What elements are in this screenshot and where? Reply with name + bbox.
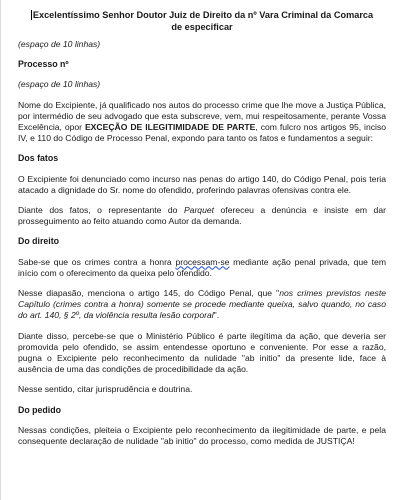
direito-p1-text-2: mediante ação penal privada, que tem início com o oferecimento da queixa pelo ofendido. [18, 256, 386, 278]
spacer-note-1: (espaço de 10 linhas) [18, 39, 101, 49]
processo-label: Processo nº [18, 59, 69, 70]
direito-paragraph-1 [18, 257, 386, 279]
fatos-heading: Dos fatos [18, 153, 59, 164]
direito-paragraph-2 [18, 288, 386, 322]
intro-text-2: , com fulcro nos artigos 95, inciso IV, e 110 do Código de Processo Penal, expondo para tanto os fatos e fundamentos a seguir: [18, 122, 387, 144]
title-line-1: Excelentíssimo Senhor Doutor Juiz de Direito da nº Vara Criminal da Comarca [32, 10, 374, 20]
pedido-heading: Do pedido [18, 404, 62, 415]
title-line-2: de especificar [171, 21, 233, 32]
direito-p2-text-1: Nesse diapasão, menciona o artigo 145, do Código Penal, que " [18, 288, 280, 299]
spellcheck-word[interactable]: processam-se [175, 256, 230, 267]
fatos-paragraph-1: O Excipiente foi denunciado como incurso nas penas do artigo 140, do Código Penal, pois teria atacado a dignidade do Sr. nome do ofendido, proferindo palavras ofensivas contra ele. [18, 173, 386, 195]
intro-text-1: Nome do Excipiente, já qualificado nos autos do processo crime que lhe move a Justiça Pública, por intermédio de seu advogado que esta subscreve, vem, mui respeitosamente, perante Vossa Excelência, opor [18, 99, 386, 133]
fatos-paragraph-2 [18, 205, 386, 227]
text-cursor [31, 10, 32, 20]
fatos-p2-text-2: ofereceu a denúncia e insiste em dar prosseguimento ao feito atuando como Autor da demanda. [18, 205, 386, 227]
direito-paragraph-3: Diante disso, percebe-se que o Ministério Público é parte ilegítima da ação, que deveria ser promovida pelo ofendido, se assim entendesse oportuno e conveniente. Por esse a razão, pugna o Excipiente pelo reconhecimento da nulidade "ab initio" da presente lide, face à ausência de uma das condições de procedibilidade da ação. [18, 330, 386, 375]
fatos-p2-text-1: Diante dos fatos, o representante do [18, 205, 184, 216]
direito-paragraph-4: Nesse sentido, citar jurisprudência e doutrina. [18, 384, 193, 395]
direito-p2-text-2: ". [213, 310, 220, 321]
intro-paragraph [18, 100, 386, 145]
direito-p1-text-1: Sabe-se que os crimes contra a honra [18, 256, 176, 267]
spacer-note-2: (espaço de 10 linhas) [18, 79, 101, 90]
fatos-p2-italic: Parquet [183, 205, 215, 216]
intro-bold-text: EXCEÇÃO DE ILEGITIMIDADE DE PARTE [84, 122, 256, 133]
direito-p2-quote: nos crimes previstos neste Capítulo (crimes contra a honra) somente se procede mediante queixa, salvo quando, no caso do art. 140, § 2º, da violência resulta lesão corporal [18, 288, 386, 321]
document-title [18, 10, 386, 33]
pedido-paragraph-1: Nessas condições, pleiteia o Excipiente pelo reconhecimento da ilegitimidade de parte, e pela consequente declaração de nulidade "ab initio" do processo, como medida de JUSTIÇA! [18, 424, 386, 447]
direito-heading: Do direito [18, 236, 60, 247]
